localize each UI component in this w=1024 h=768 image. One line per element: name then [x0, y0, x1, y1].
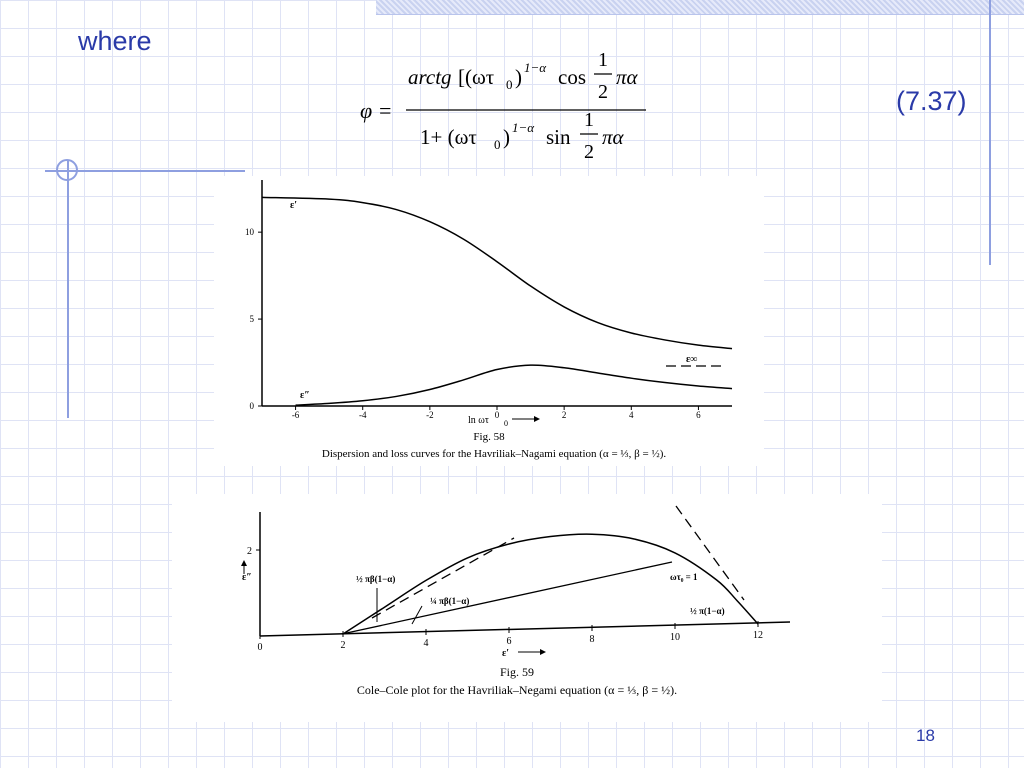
fig59-ann-point: ωτ₀ = 1	[670, 572, 698, 582]
top-decor-bar	[376, 0, 1024, 15]
fig59-chart	[172, 494, 882, 722]
fig58-x-tick-label: 4	[629, 410, 634, 420]
formula-den-pialpha: πα	[602, 125, 624, 149]
fig59-panel	[172, 494, 882, 722]
fig58-xlabel-sub: 0	[504, 419, 508, 428]
formula-num-pialpha: πα	[616, 65, 638, 89]
fig58-eps-double-curve	[296, 365, 732, 405]
right-decor-line	[989, 0, 991, 265]
fig58-x-tick-label: 0	[494, 410, 500, 420]
formula	[340, 36, 670, 176]
fig59-ann-mid: ¼ πβ(1−α)	[430, 596, 470, 606]
formula-num-arg: [(ωτ	[458, 65, 495, 89]
formula-lhs: φ =	[360, 98, 393, 123]
fig58-eps-double-label: ε″	[300, 390, 310, 401]
fig59-y-tick-label: 2	[247, 546, 252, 557]
formula-sin: sin	[546, 125, 571, 149]
circle-decor	[56, 159, 78, 181]
fig59-arc-curve	[343, 534, 758, 634]
formula-den-half-num: 1	[584, 109, 594, 131]
formula-den-prefix: 1+ (ωτ	[420, 125, 477, 149]
fig59-x-tick-label: 2	[340, 640, 346, 651]
fig59-x-tick-label: 4	[423, 638, 429, 649]
fig58-eps-inf-label: ε∞	[686, 354, 698, 365]
fig58-panel	[214, 176, 764, 466]
fig58-x-tick-label: 2	[561, 410, 567, 420]
fig59-x-tick-label: 8	[589, 634, 595, 645]
formula-den-close: )	[503, 125, 510, 149]
fig58-description: Dispersion and loss curves for the Havriliak–Nagami equation (α = ⅓, β = ½).	[321, 448, 667, 460]
formula-den-sub: 0	[494, 137, 501, 152]
fig59-description: Cole–Cole plot for the Havriliak–Negami equation (α = ⅓, β = ½).	[356, 683, 678, 697]
fig59-ylabel: ε″	[242, 572, 252, 583]
fig58-y-tick-label: 5	[249, 314, 254, 325]
fig59-ann-left: ½ πβ(1−α)	[356, 574, 396, 584]
fig58-chart	[214, 176, 764, 466]
formula-num-close: )	[515, 65, 522, 89]
fig59-x-tick-label: 10	[670, 632, 680, 643]
fig58-eps-prime-label: ε′	[290, 200, 298, 211]
fig58-xlabel: ln ωτ	[468, 415, 489, 426]
fig58-x-tick-label: -6	[291, 410, 300, 420]
left-decor-line	[67, 160, 69, 418]
formula-den-exp: 1−α	[512, 120, 535, 135]
fig58-eps-prime-curve	[262, 197, 732, 348]
formula-num-exp: 1−α	[524, 60, 547, 75]
formula-num-half-den: 2	[598, 81, 608, 103]
fig58-y-tick-label: 10	[245, 227, 254, 238]
fig59-tangent-right	[676, 506, 744, 600]
formula-den-half-den: 2	[584, 141, 594, 163]
equation-number: (7.37)	[896, 86, 967, 116]
slide-title: where	[78, 26, 152, 56]
fig59-x-tick-label: 12	[753, 630, 763, 641]
formula-cos: cos	[558, 65, 586, 89]
fig58-y-tick-label: 0	[249, 401, 254, 411]
fig59-caption: Fig. 59	[499, 665, 535, 679]
fig59-x-axis	[260, 622, 790, 636]
fig59-ann-right: ½ π(1−α)	[690, 606, 725, 616]
formula-num-half-num: 1	[598, 49, 608, 71]
fig59-chord-line	[342, 562, 672, 634]
fig59-xlabel: ε′	[502, 648, 510, 659]
fig58-caption: Fig. 58	[473, 431, 505, 443]
fig58-x-tick-label: -4	[358, 410, 367, 420]
formula-num-sub: 0	[506, 77, 513, 92]
page-number: 18	[916, 726, 935, 745]
formula-arctg: arctg	[408, 65, 452, 89]
fig59-x-tick-label: 0	[257, 642, 263, 653]
fig58-x-tick-label: 6	[696, 410, 701, 420]
fig59-x-tick-label: 6	[506, 636, 512, 647]
fig58-x-tick-label: -2	[426, 410, 434, 420]
